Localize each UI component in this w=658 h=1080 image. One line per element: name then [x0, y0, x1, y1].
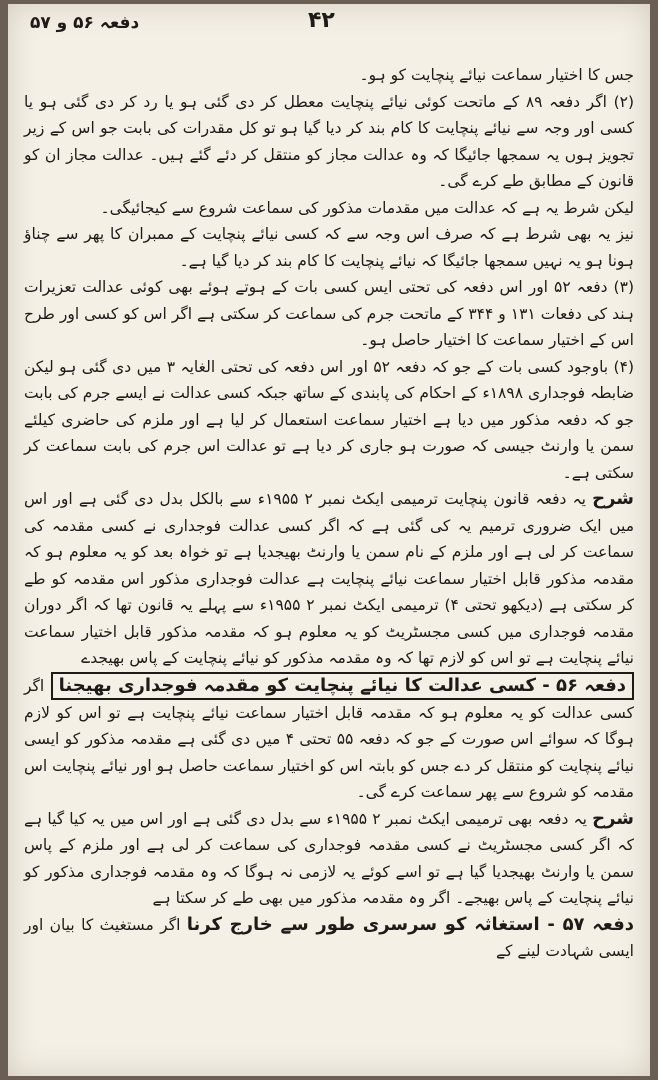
section-heading: دفعہ ۵۶ - کسی عدالت کا نیائے پنچایت کو مقدمہ فوجداری بھیجنا [51, 672, 634, 700]
page-number: ۴۲ [308, 8, 335, 33]
paragraph: لیکن شرط یہ ہے کہ عدالت میں مقدمات مذکور کی سماعت شروع سے کیجائیگی۔ [100, 198, 634, 217]
section-heading: دفعہ ۵۷ - استغاثہ کو سرسری طور سے خارج کرنا [186, 913, 634, 935]
paragraph: (۴) باوجود کسی بات کے جو کہ دفعہ ۵۲ اور اس دفعہ کی تحتی الغایہ ۳ میں دی گئی ہو لیکن ضابطہ فوجداری ۱۸۹۸ء کے احکام کی پابندی کے ساتھ جبکہ کسی عدالت نے ایسے جرم کی بابت جو کہ دفعہ مذکور میں دیا ہے اختیار سماعت استعمال کر لیا ہے اور ملزم کی حاضری کیلئے سمن یا وارنٹ جیسی کہ صورت ہو جاری کر دیا ہے تو عدالت اس جرم کی بابت سماعت کر سکتی ہے۔ [24, 357, 634, 482]
paragraph [24, 912, 634, 965]
paragraph [24, 486, 634, 672]
page-body [24, 62, 634, 1070]
paragraph: (۲) اگر دفعہ ۸۹ کے ماتحت کوئی نیائے پنچایت معطل کر دی گئی ہو یا رد کر دی گئی ہو یا کسی اور وجہ سے نیائے پنچایت کا کام بند کر دیا گیا ہو تو کل مقدرات کی بابت جو اس کے زیر تجویز ہوں یہ سمجھا جائیگا کہ وہ عدالت مجاز کو منتقل کر دئے گئے ہیں۔ عدالت مجاز ان کو قانون کے مطابق طے کرے گی۔ [24, 92, 635, 190]
paragraph: جس کا اختیار سماعت نیائے پنچایت کو ہو۔ [359, 66, 634, 84]
paragraph: نیز یہ بھی شرط ہے کہ صرف اس وجہ سے کہ کسی نیائے پنچایت کے ممبران کا پھر سے چناؤ ہونا ہو یہ نہیں سمجھا جائیگا کہ نیائے پنچایت کا کام بند کر دیا گیا ہے۔ [24, 225, 634, 270]
paragraph-text: اگر مستغیث کا بیان اور ایسی شہادت لینے کے [24, 915, 634, 960]
paragraph-text: یہ دفعہ بھی ترمیمی ایکٹ نمبر ۲ ۱۹۵۵ء سے بدل دی گئی ہے اور اس میں یہ کیا گیا ہے کہ اگر کسی مجسٹریٹ نے کسی مقدمہ فوجداری کی سماعت کر لی ہے اور ملزم کے پاس سمن یا وارنٹ بھیجدیا گیا ہے تو اسے کوئے یہ لازمی نہ ہوگا کہ وہ مقدمہ فوجداری مذکور کو نیائے پنچایت کے پاس بھیجے۔ اگر وہ مقدمہ مذکور میں بھی طے کر سکتا ہے [24, 809, 634, 907]
section-reference: دفعہ ۵۶ و ۵۷ [30, 13, 140, 33]
paragraph-text: یہ دفعہ قانون پنچایت ترمیمی ایکٹ نمبر ۲ ۱۹۵۵ء سے بالکل بدل دی گئی ہے اور اس میں ایک ضروری ترمیم یہ کی گئی ہے کہ اگر کسی عدالت فوجداری نے کسی مقدمہ کی سماعت کر لی ہے اور ملزم کے نام سمن یا وارنٹ بھیجدیا ہے تو خواہ بعد کو یہ معلوم ہو کہ مقدمہ مذکور قابل اختیار سماعت نیائے پنچایت ہے عدالت فوجداری مذکور اس مقدمہ کو طے کر سکتی ہے (دیکھو تحتی ۴) ترمیمی ایکٹ نمبر ۲ ۱۹۵۵ء سے پہلے یہ قانون تھا کہ اگر دوران مقدمہ فوجداری میں کسی مجسٹریٹ کو یہ معلوم ہو کہ مقدمہ مذکور قابل اختیار سماعت نیائے پنچایت ہے تو اس کو لازم تھا کہ وہ مقدمہ مذکور کو نیائے پنچایت کے پاس بھیجدے [24, 490, 635, 667]
commentary-label: شرح [592, 488, 634, 509]
scanned-page [8, 4, 650, 1076]
commentary-label: شرح [592, 807, 634, 829]
page-header [8, 6, 650, 40]
paragraph [24, 806, 634, 912]
paragraph: (۳) دفعہ ۵۲ اور اس دفعہ کی تحتی ایس کسی بات کے ہوتے ہوئے بھی کوئی عدالت تعزیرات ہند کی دفعات ۱۳۱ و ۳۴۴ کے ماتحت جرم کی سماعت کر سکتی ہے اگر اس کو کسی اور طرح اس کے اختیار سماعت کا اختیار حاصل ہو۔ [24, 278, 634, 349]
paragraph [24, 672, 634, 806]
paragraph-text: اگر کسی عدالت کو یہ معلوم ہو کہ مقدمہ قابل اختیار سماعت نیائے پنچایت ہے تو اس کو لازم ہوگا کہ سوائے اس صورت کے جو کہ دفعہ ۵۵ تحتی ۴ میں دی گئی ہے مقدمہ مذکور کو ایسی نیائے پنچایت کو منتقل کر دے جس کو بابتہ اس کو اختیار سماعت حاصل ہو اور نیائے پنچایت اس مقدمہ کو شروع سے پھر سماعت کرے گی۔ [24, 676, 634, 801]
